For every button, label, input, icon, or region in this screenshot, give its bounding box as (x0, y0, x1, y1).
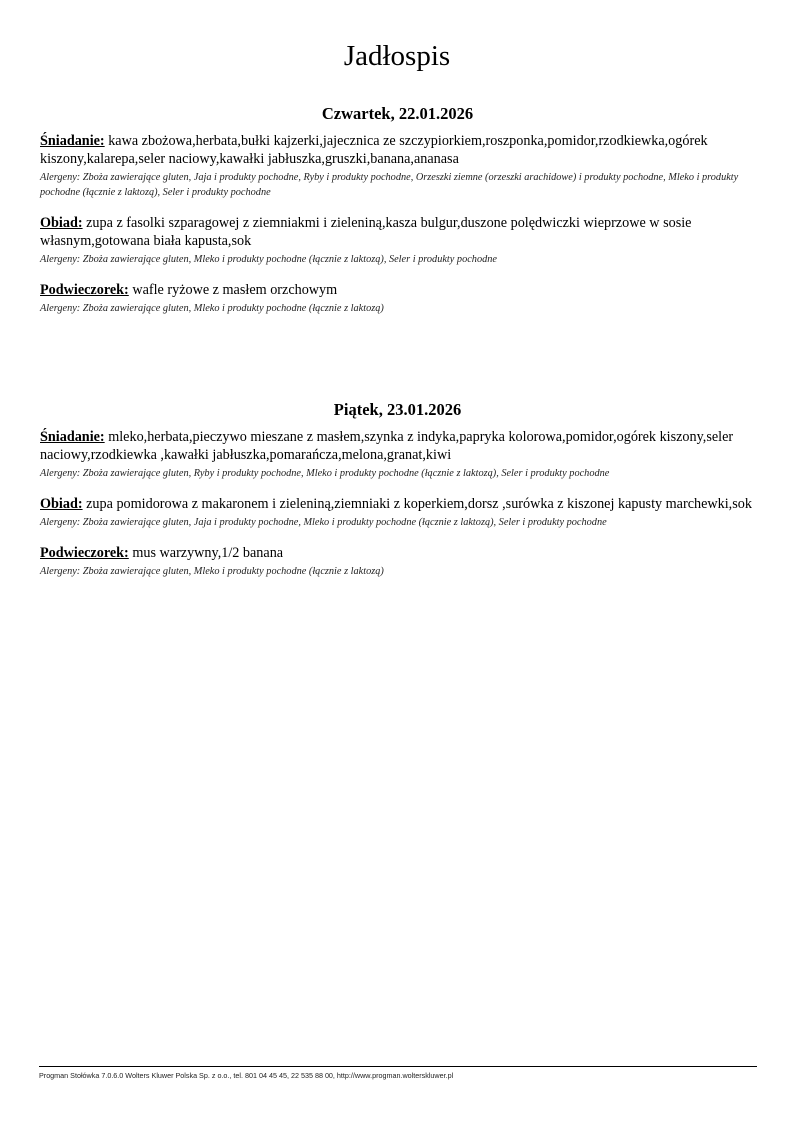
day-title: Piątek, 23.01.2026 (333, 400, 462, 419)
meal-line (40, 281, 755, 299)
page-title: Jadłospis (343, 40, 451, 72)
meal-description: mleko,herbata,pieczywo mieszane z masłem,szynka z indyka,papryka kolorowa,pomidor,ogórek kiszony,seler naciowy,rzodkiewka ,kawałki jabłuszka,pomarańcza,melona,granat,kiwi (40, 429, 734, 463)
meal-lunch (40, 214, 755, 267)
day-title: Czwartek, 22.01.2026 (321, 104, 474, 123)
allergens: Alergeny: Zboża zawierające gluten, Jaja i produkty pochodne, Ryby i produkty pochodne, Orzeszki ziemne (orzeszki arachidowe) i produkty pochodne, Mleko i produkty pochodne (łącznie z laktozą), Seler i produkty pochodne (40, 172, 739, 198)
meal-line (40, 428, 755, 464)
meal-name: Obiad: (40, 215, 83, 231)
allergens: Alergeny: Zboża zawierające gluten, Ryby i produkty pochodne, Mleko i produkty pochodne (łącznie z laktozą), Seler i produkty pochodne (40, 468, 610, 479)
meal-description: zupa z fasolki szparagowej z ziemniakmi i zieleniną,kasza bulgur,duszone polędwiczki wieprzowe w sosie własnym,gotowana biała kapusta,sok (40, 215, 692, 249)
meal-line (40, 495, 755, 513)
meal-breakfast (40, 428, 755, 481)
meal-name: Podwieczorek: (40, 282, 129, 298)
meal-line (40, 214, 755, 250)
meal-description: kawa zbożowa,herbata,bułki kajzerki,jajecznica ze szczypiorkiem,roszponka,pomidor,rzodkiewka,ogórek kiszony,kalarepa,seler naciowy,kawałki jabłuszka,gruszki,banana,ananasa (40, 133, 708, 167)
meal-name: Śniadanie: (40, 133, 105, 149)
page-footer: Progman Stołówka 7.0.6.0 Wolters Kluwer Polska Sp. z o.o., tel. 801 04 45 45, 22 535 88 00, http://www.progman.wolterskluwer.pl (39, 1066, 757, 1081)
meal-description: mus warzywny,1/2 banana (132, 545, 284, 561)
meal-breakfast (40, 132, 755, 200)
allergens: Alergeny: Zboża zawierające gluten, Mleko i produkty pochodne (łącznie z laktozą), Seler i produkty pochodne (40, 254, 497, 265)
allergens: Alergeny: Zboża zawierające gluten, Jaja i produkty pochodne, Mleko i produkty pochodne (łącznie z laktozą), Seler i produkty pochodne (40, 517, 607, 528)
meal-line (40, 544, 755, 562)
meal-name: Obiad: (40, 496, 83, 512)
meal-snack (40, 281, 755, 316)
meal-name: Śniadanie: (40, 429, 105, 445)
meal-line (40, 132, 755, 168)
day-section-thursday (40, 104, 755, 330)
day-section-friday (40, 400, 755, 593)
meal-name: Podwieczorek: (40, 545, 129, 561)
meal-description: wafle ryżowe z masłem orzchowym (132, 282, 338, 298)
meal-lunch (40, 495, 755, 530)
meal-snack (40, 544, 755, 579)
allergens: Alergeny: Zboża zawierające gluten, Mleko i produkty pochodne (łącznie z laktozą) (40, 303, 384, 314)
meal-description: zupa pomidorowa z makaronem i zieleniną,ziemniaki z koperkiem,dorsz ,surówka z kiszonej kapusty marchewki,sok (86, 496, 752, 512)
allergens: Alergeny: Zboża zawierające gluten, Mleko i produkty pochodne (łącznie z laktozą) (40, 566, 384, 577)
